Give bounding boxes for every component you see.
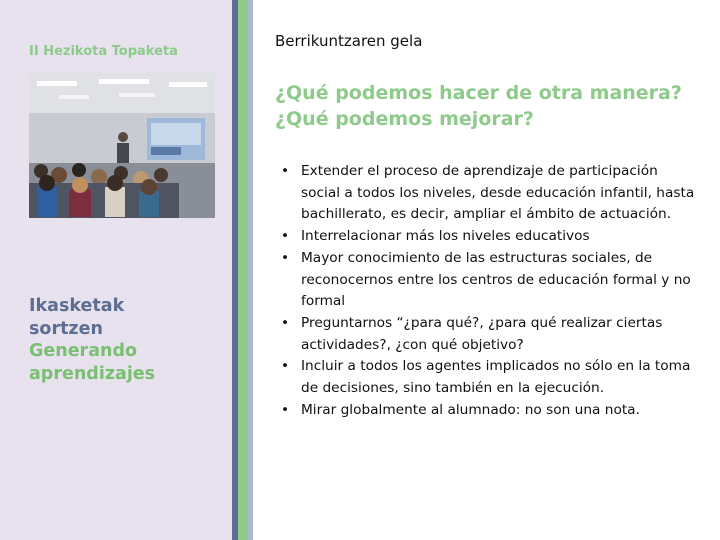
list-item-text: Mayor conocimiento de las estructuras sociales, de reconocernos entre los centros de educación formal y no formal bbox=[301, 249, 691, 310]
list-item-text: Incluir a todos los agentes implicados no sólo en la toma de decisiones, sino también en la ejecución. bbox=[301, 358, 691, 397]
decorative-stripe-green bbox=[238, 0, 248, 540]
list-item bbox=[277, 400, 697, 422]
bullet-icon: • bbox=[281, 249, 290, 266]
bullet-icon: • bbox=[281, 401, 290, 418]
decorative-stripe-light bbox=[248, 0, 253, 540]
bullet-list bbox=[277, 161, 697, 421]
list-item bbox=[277, 313, 697, 356]
list-item bbox=[277, 226, 697, 248]
slide-title: ¿Qué podemos hacer de otra manera?¿Qué podemos mejorar? bbox=[275, 82, 682, 130]
list-item-text: Extender el proceso de aprendizaje de participación social a todos los niveles, desde educación infantil, hasta bachillerato, es decir, ampliar el ámbito de actuación. bbox=[301, 163, 695, 223]
bullet-icon: • bbox=[281, 228, 290, 245]
bullet-icon: • bbox=[281, 163, 290, 179]
list-item bbox=[277, 248, 697, 313]
list-item bbox=[277, 356, 697, 399]
list-item-text: Preguntarnos “¿para qué?, ¿para qué realizar ciertas actividades?, ¿con qué objetivo? bbox=[301, 314, 663, 353]
list-item bbox=[277, 161, 697, 226]
left-big-heading bbox=[29, 295, 229, 385]
heading-basque-line-1: Ikasketak bbox=[29, 296, 125, 316]
heading-spanish-line-2: aprendizajes bbox=[29, 363, 156, 384]
bullet-icon: • bbox=[281, 314, 290, 331]
section-label: Berrikuntzaren gela bbox=[275, 32, 423, 50]
heading-basque-line-2: sortzen bbox=[29, 318, 103, 339]
list-item-text: Interrelacionar más los niveles educativos bbox=[301, 228, 590, 245]
event-title: II Hezikota Topaketa bbox=[29, 44, 178, 59]
bullet-icon: • bbox=[281, 358, 290, 375]
conference-photo bbox=[29, 73, 215, 218]
list-item-text: Mirar globalmente al alumnado: no son una nota. bbox=[301, 401, 640, 418]
heading-spanish-line-1: Generando bbox=[29, 341, 138, 361]
